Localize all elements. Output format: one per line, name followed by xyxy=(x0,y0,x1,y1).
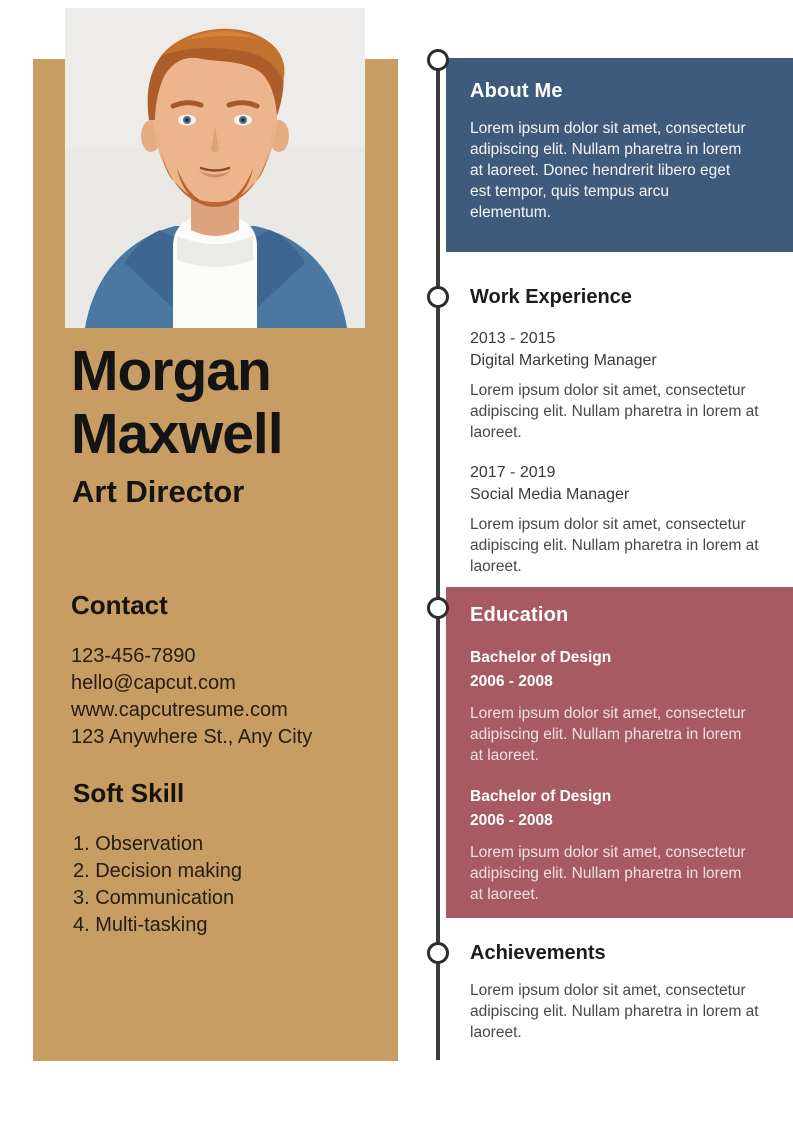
timeline-dot-about xyxy=(427,49,449,71)
skill-item: 1. Observation xyxy=(73,833,204,855)
education-degree: Bachelor of Design xyxy=(470,649,612,666)
person-name xyxy=(71,340,283,466)
contact-phone: 123-456-7890 xyxy=(71,645,196,667)
education-heading: Education xyxy=(470,604,569,626)
portrait-illustration xyxy=(65,8,365,328)
work-role: Digital Marketing Manager xyxy=(470,352,657,369)
work-experience-section xyxy=(470,286,782,577)
work-body: Lorem ipsum dolor sit amet, consectetur adipiscing elit. Nullam pharetra in lorem at laoreet. xyxy=(470,382,759,441)
education-body: Lorem ipsum dolor sit amet, consectetur adipiscing elit. Nullam pharetra in lorem at laoreet. xyxy=(470,844,746,903)
soft-skill-heading: Soft Skill xyxy=(73,778,185,808)
work-experience-heading: Work Experience xyxy=(470,286,632,308)
portrait-photo xyxy=(65,8,365,328)
contact-heading: Contact xyxy=(71,590,168,620)
work-item xyxy=(470,462,782,577)
timeline-dot-achievements xyxy=(427,942,449,964)
education-dates: 2006 - 2008 xyxy=(470,812,553,829)
last-name: Maxwell xyxy=(71,402,283,466)
achievements-body: Lorem ipsum dolor sit amet, consectetur adipiscing elit. Nullam pharetra in lorem at laoreet. xyxy=(470,982,759,1041)
about-me-body: Lorem ipsum dolor sit amet, consectetur adipiscing elit. Nullam pharetra in lorem at laoreet. Donec hendrerit libero eget est tempor, quis tempus arcu elementum. xyxy=(470,120,746,221)
education-body: Lorem ipsum dolor sit amet, consectetur adipiscing elit. Nullam pharetra in lorem at laoreet. xyxy=(470,705,746,764)
skill-item: 4. Multi-tasking xyxy=(73,914,208,936)
education-section xyxy=(446,587,793,918)
about-me-section xyxy=(446,58,793,252)
work-role: Social Media Manager xyxy=(470,486,630,503)
work-body: Lorem ipsum dolor sit amet, consectetur adipiscing elit. Nullam pharetra in lorem at laoreet. xyxy=(470,516,759,575)
achievements-heading: Achievements xyxy=(470,942,606,964)
job-title: Art Director xyxy=(72,474,245,509)
contact-section xyxy=(71,590,312,751)
first-name: Morgan xyxy=(71,339,271,403)
timeline-dot-work xyxy=(427,286,449,308)
contact-website: www.capcutresume.com xyxy=(71,699,288,721)
education-item xyxy=(470,785,757,905)
skill-item: 3. Communication xyxy=(73,887,235,909)
contact-address: 123 Anywhere St., Any City xyxy=(71,726,313,748)
work-dates: 2017 - 2019 xyxy=(470,464,556,481)
achievements-section xyxy=(470,942,782,1043)
work-dates: 2013 - 2015 xyxy=(470,330,556,347)
education-dates: 2006 - 2008 xyxy=(470,673,553,690)
timeline-line xyxy=(436,58,440,1060)
education-item xyxy=(470,646,757,766)
work-item xyxy=(470,328,782,443)
education-degree: Bachelor of Design xyxy=(470,788,612,805)
skill-item: 2. Decision making xyxy=(73,860,242,882)
timeline-dot-education xyxy=(427,597,449,619)
contact-email: hello@capcut.com xyxy=(71,672,236,694)
soft-skill-section xyxy=(73,778,242,939)
about-me-heading: About Me xyxy=(470,80,563,102)
